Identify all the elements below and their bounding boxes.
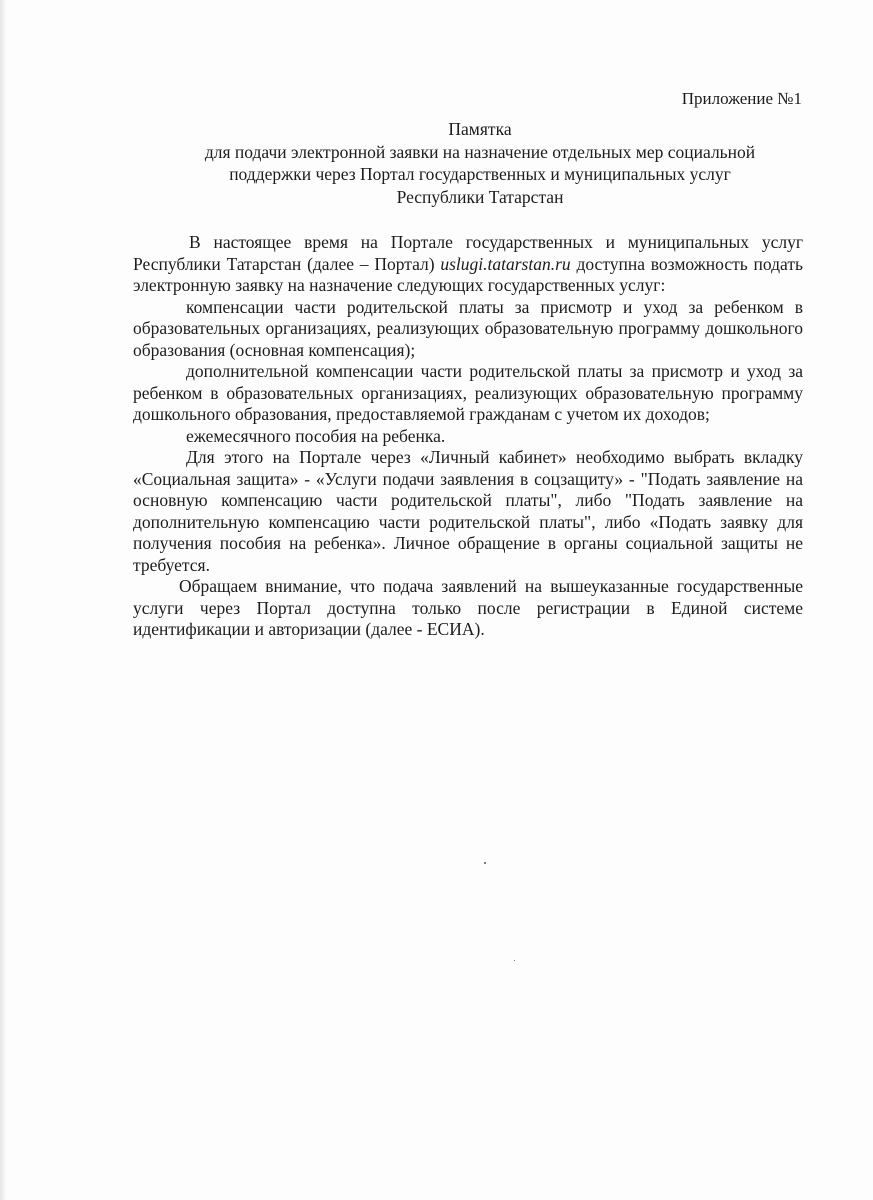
- intro-text-end: доступна возможность подать электронную заявку на назначение следующих государственных услуг:: [133, 253, 803, 295]
- service-item-2: дополнительной компенсации части родительской платы за присмотр и уход за ребенком в образовательных организациях, реализующих образовательную программу дошкольного образования, предоставляемой гражданам с учетом их доходов;: [133, 361, 803, 424]
- portal-link: uslugi.tatarstan.ru: [440, 253, 571, 274]
- title-line-1: Памятка: [448, 119, 512, 139]
- instructions-paragraph: Для этого на Портале через «Личный кабинет» необходимо выбрать вкладку «Социальная защита» - «Услуги подачи заявления в соцзащиту» - "Подать заявление на основную компенсацию части родительской платы", либо "Подать заявление на дополнительную компенсацию части родительской платы", либо «Подать заявку для получения пособия на ребенка». Личное обращение в органы социальной защиты не требуется.: [133, 447, 803, 575]
- document-body: [133, 232, 803, 641]
- title-line-3: поддержки через Портал государственных и муниципальных услуг: [229, 164, 731, 184]
- scan-speck: [514, 960, 515, 961]
- notice-paragraph: Обращаем внимание, что подача заявлений на вышеуказанные государственные услуги через Портал доступна только после регистрации в Единой системе идентификации и авторизации (далее - ЕСИА).: [133, 576, 803, 639]
- title-line-4: Республики Татарстан: [396, 186, 564, 207]
- service-item-3: ежемесячного пособия на ребенка.: [186, 425, 446, 446]
- scan-speck: [484, 862, 486, 864]
- intro-text-start: В настоящее время на Портале государственных и муниципальных услуг Республики Татарстан (далее – Портал): [133, 232, 803, 274]
- title-line-2: для подачи электронной заявки на назначение отдельных мер социальной: [204, 141, 756, 162]
- scan-edge-shadow: [0, 0, 6, 1200]
- appendix-label: Приложение №1: [681, 89, 802, 108]
- intro-paragraph: [133, 232, 803, 297]
- service-item-1: компенсации части родительской платы за присмотр и уход за ребенком в образовательных организациях, реализующих образовательную программу дошкольного образования (основная компенсация);: [133, 296, 803, 360]
- document-title: [125, 118, 835, 208]
